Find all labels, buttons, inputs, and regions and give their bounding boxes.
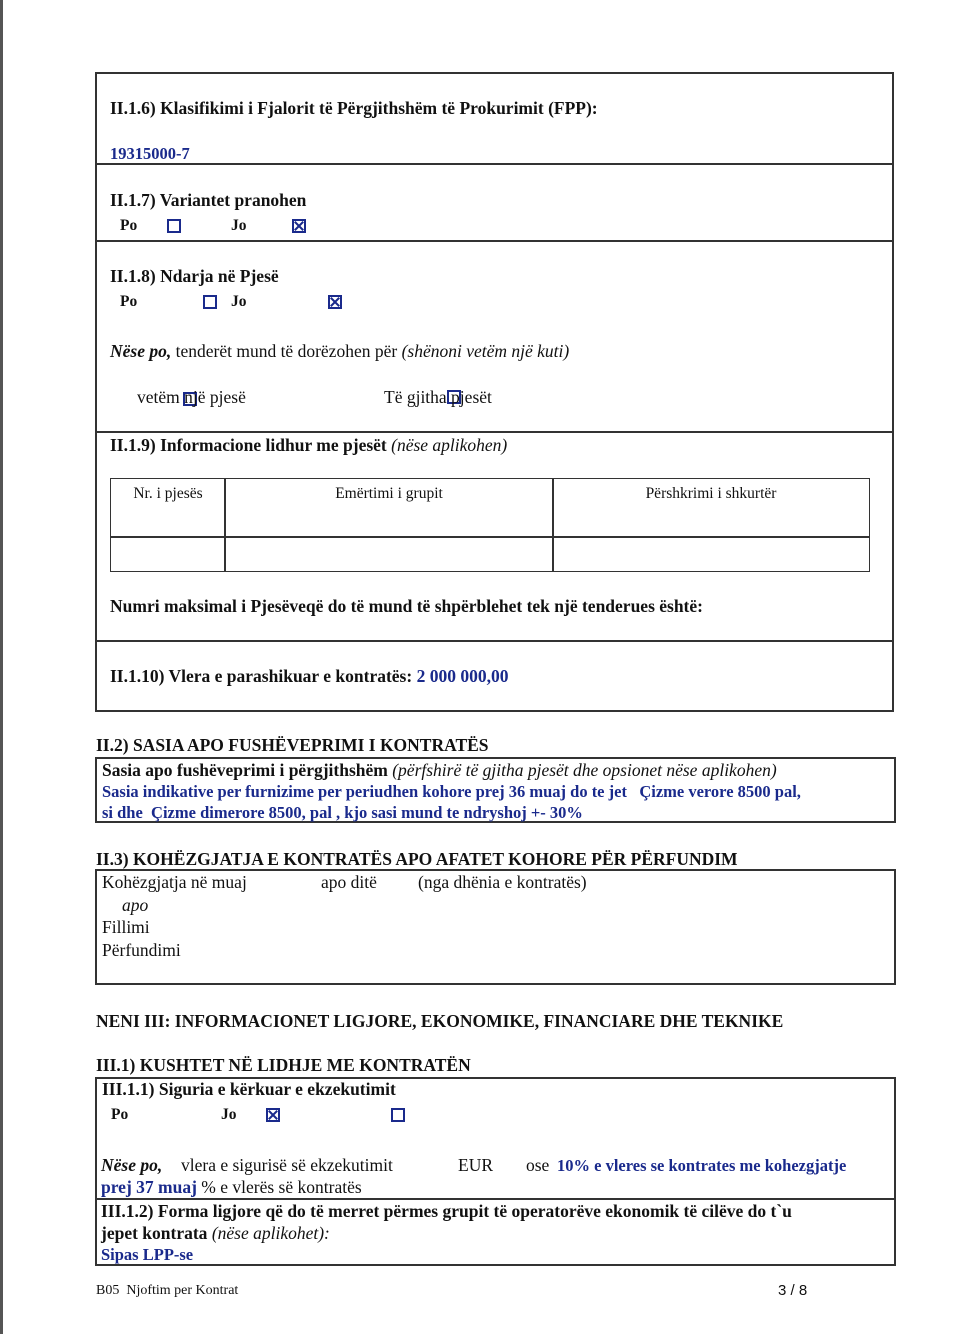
scope-line-1: Sasia indikative per furnizime per periudhen kohore prej 36 muaj do te jet Çizme verore 8500 pal, [102,782,801,801]
scope-label-line [102,760,777,781]
fpp-code: 19315000-7 [110,144,190,163]
lots-hint: (shënoni vetëm një kuti) [401,341,570,361]
annex3-title: NENI III: INFORMACIONET LIGJORE, EKONOMIKE, FINANCIARE DHE TEKNIKE [96,1011,784,1031]
variants-heading: II.1.7) Variantet pranohen [110,190,307,210]
guarantee-no-label: Jo [221,1106,237,1123]
lots-all-label: Të gjitha pjesët [384,387,492,407]
scope-label: Sasia apo fushëveprimi i përgjithshëm [102,760,388,780]
lots-table-header-name: Emërtimi i grupit [224,478,554,538]
lots-yes-label: Po [120,293,138,310]
guarantee-yes-label: Po [111,1106,129,1123]
legal-form-value: Sipas LPP-se [101,1245,194,1264]
divider [95,431,894,433]
lots-table-cell[interactable] [110,536,226,572]
guarantee-value-line-1: 10% e vleres se kontrates me kohezgjatje [557,1156,847,1175]
guarantee-no-checkbox[interactable] [391,1108,405,1122]
duration-months: Kohëzgjatja në muaj [102,872,247,892]
lots-if-yes: Nëse po, [110,341,172,361]
value-line [110,666,508,687]
duration-title: II.3) KOHËZGJATJA E KONTRATËS APO AFATET KOHORE PËR PËRFUNDIM [96,849,738,869]
lots-yes-checkbox[interactable] [203,295,217,309]
guarantee-currency: EUR [458,1155,493,1175]
guarantee-yes-checkbox[interactable] [266,1108,280,1122]
variants-no-label: Jo [231,217,247,234]
lots-table-cell[interactable] [552,536,870,572]
divider [95,240,894,242]
lots-table-cell[interactable] [224,536,554,572]
guarantee-text: vlera e sigurisë së ekzekutimit [181,1155,393,1175]
variants-no-checkbox[interactable] [292,219,306,233]
divider [95,1198,896,1200]
lots-one-label: vetëm një pjesë [137,387,246,407]
lots-max-text: Numri maksimal i Pjesëveqë do të mund të shpërblehet tek një tenderues është: [110,596,703,616]
lots-info-heading: II.1.9) Informacione lidhur me pjesët [110,435,387,455]
divider [95,163,894,165]
guarantee-heading: III.1.1) Siguria e kërkuar e ekzekutimit [102,1079,396,1099]
lots-if-yes-line [110,341,569,362]
duration-days: apo ditë [321,872,377,892]
divider [95,640,894,642]
page-edge [0,0,3,1334]
legal-form-hint: (nëse aplikohet): [211,1223,330,1243]
guarantee-value-line-2: prej 37 muaj [101,1177,197,1197]
variants-yes-checkbox[interactable] [167,219,181,233]
scope-title: II.2) SASIA APO FUSHËVEPRIMI I KONTRATËS [96,735,489,755]
duration-end: Përfundimi [102,940,181,960]
lots-table-header-nr: Nr. i pjesës [110,478,226,538]
duration-from: (nga dhënia e kontratës) [418,872,587,892]
footer-page: 3 / 8 [778,1282,808,1299]
footer-form: B05 Njoftim per Kontrat [96,1283,239,1298]
lots-if-yes-text: tenderët mund të dorëzohen për [175,341,398,361]
legal-form-heading-line-2 [101,1223,330,1244]
legal-form-heading-2: jepet kontrata [101,1223,208,1243]
scope-line-2: si dhe Çizme dimerore 8500, pal , kjo sasi mund te ndryshoj +- 30% [102,803,583,822]
lots-table-header-desc: Përshkrimi i shkurtër [552,478,870,538]
value-amount: 2 000 000,00 [416,666,509,686]
guarantee-line-2 [101,1177,362,1198]
variants-yes-label: Po [120,217,138,234]
duration-or: apo [122,895,149,915]
duration-start: Fillimi [102,917,150,937]
lots-info-hint: (nëse aplikohen) [391,435,508,455]
annex3-sub: III.1) KUSHTET NË LIDHJE ME KONTRATËN [96,1055,471,1075]
lots-no-checkbox[interactable] [328,295,342,309]
guarantee-or: ose [526,1155,550,1175]
lots-heading: II.1.8) Ndarja në Pjesë [110,266,279,286]
legal-form-heading-1: III.1.2) Forma ligjore që do të merret përmes grupit të operatorëve ekonomik të cilëve do t`u [101,1201,792,1221]
fpp-heading: II.1.6) Klasifikimi i Fjalorit të Përgjithshëm të Prokurimit (FPP): [110,98,598,118]
lots-info-heading-line [110,435,507,456]
guarantee-if-yes: Nëse po, [101,1155,163,1175]
lots-no-label: Jo [231,293,247,310]
value-label: II.1.10) Vlera e parashikuar e kontratës: [110,666,413,686]
scope-hint: (përfshirë të gjitha pjesët dhe opsionet nëse aplikohen) [392,760,777,780]
guarantee-suffix: % e vlerës së kontratës [201,1177,362,1197]
